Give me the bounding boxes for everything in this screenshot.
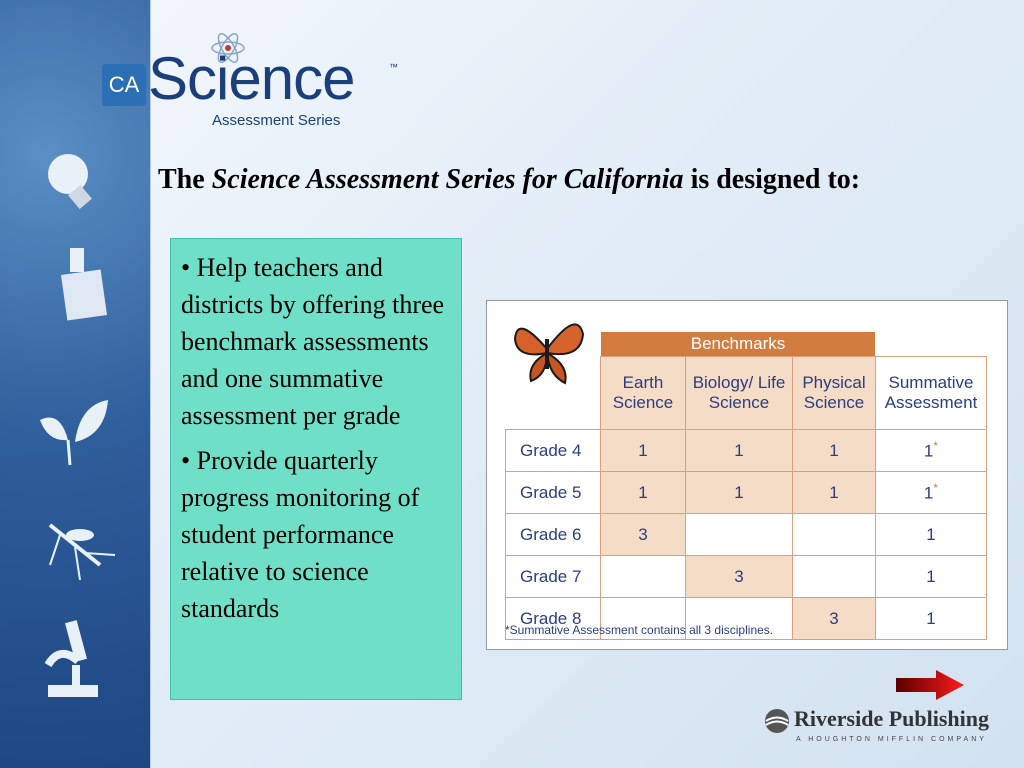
ca-badge: CA	[102, 64, 146, 106]
bio-cell	[686, 514, 793, 556]
table-footnote: *Summative Assessment contains all 3 disciplines.	[505, 623, 774, 637]
assessment-table-card	[486, 300, 1008, 650]
bio-cell: 1	[686, 472, 793, 514]
headline-tail: is designed to:	[690, 164, 861, 195]
bio-cell: 1	[686, 430, 793, 472]
column-header: Earth Science	[601, 357, 686, 430]
lightbulb-icon	[20, 138, 120, 228]
bullet-item: • Help teachers and districts by offering three benchmark assessments and one summative assessment per grade	[181, 253, 445, 430]
publisher-tagline: A HOUGHTON MIFFLIN COMPANY	[796, 736, 987, 743]
beaker-icon	[20, 238, 120, 328]
column-header: Physical Science	[793, 357, 876, 430]
table-row	[506, 514, 987, 556]
logo-subtitle: Assessment Series	[212, 112, 341, 129]
assessment-table	[505, 356, 987, 640]
bullet-box	[170, 238, 462, 700]
grade-cell: Grade 4	[506, 430, 601, 472]
earth-cell: 1	[601, 472, 686, 514]
grade-cell: Grade 5	[506, 472, 601, 514]
phys-cell	[793, 556, 876, 598]
logo-science-word: Science	[148, 45, 355, 112]
footnote-star: *	[933, 439, 939, 454]
column-header: Biology/ Life Science	[686, 357, 793, 430]
table-row	[506, 472, 987, 514]
footnote-star: *	[933, 481, 939, 496]
earth-cell: 1	[601, 430, 686, 472]
summative-value: 1	[923, 483, 934, 503]
grade-cell: Grade 7	[506, 556, 601, 598]
leaf-icon	[20, 390, 120, 480]
summative-cell: 1	[876, 598, 987, 640]
riverside-logo-icon	[764, 708, 790, 734]
earth-cell	[601, 556, 686, 598]
headline-italic: Science Assessment Series for California	[211, 164, 684, 195]
bio-cell: 3	[686, 556, 793, 598]
phys-cell	[793, 514, 876, 556]
headline-lead: The	[158, 164, 205, 195]
summative-cell	[876, 472, 987, 514]
bullet-item: • Provide quarterly progress monitoring of student performance relative to science standards	[181, 446, 420, 623]
slide-headline	[158, 164, 1024, 196]
summative-cell: 1	[876, 556, 987, 598]
mosquito-icon	[20, 505, 120, 595]
summative-cell	[876, 430, 987, 472]
table-corner	[506, 357, 601, 430]
earth-cell: 3	[601, 514, 686, 556]
publisher-name: Riverside Publishing	[794, 706, 989, 731]
summative-cell: 1	[876, 514, 987, 556]
column-header: Summative Assessment	[876, 357, 987, 430]
summative-value: 1	[923, 441, 934, 461]
grade-cell: Grade 6	[506, 514, 601, 556]
benchmarks-header: Benchmarks	[601, 332, 875, 356]
trademark-symbol: ™	[389, 62, 398, 72]
publisher-logo	[764, 704, 1004, 754]
phys-cell: 1	[793, 472, 876, 514]
grade-cell: Grade 8	[506, 598, 601, 640]
table-row	[506, 430, 987, 472]
next-arrow-icon[interactable]	[896, 670, 966, 700]
microscope-icon	[20, 615, 120, 705]
phys-cell: 1	[793, 430, 876, 472]
phys-cell: 3	[793, 598, 876, 640]
ca-science-logo	[102, 30, 402, 140]
table-row	[506, 556, 987, 598]
